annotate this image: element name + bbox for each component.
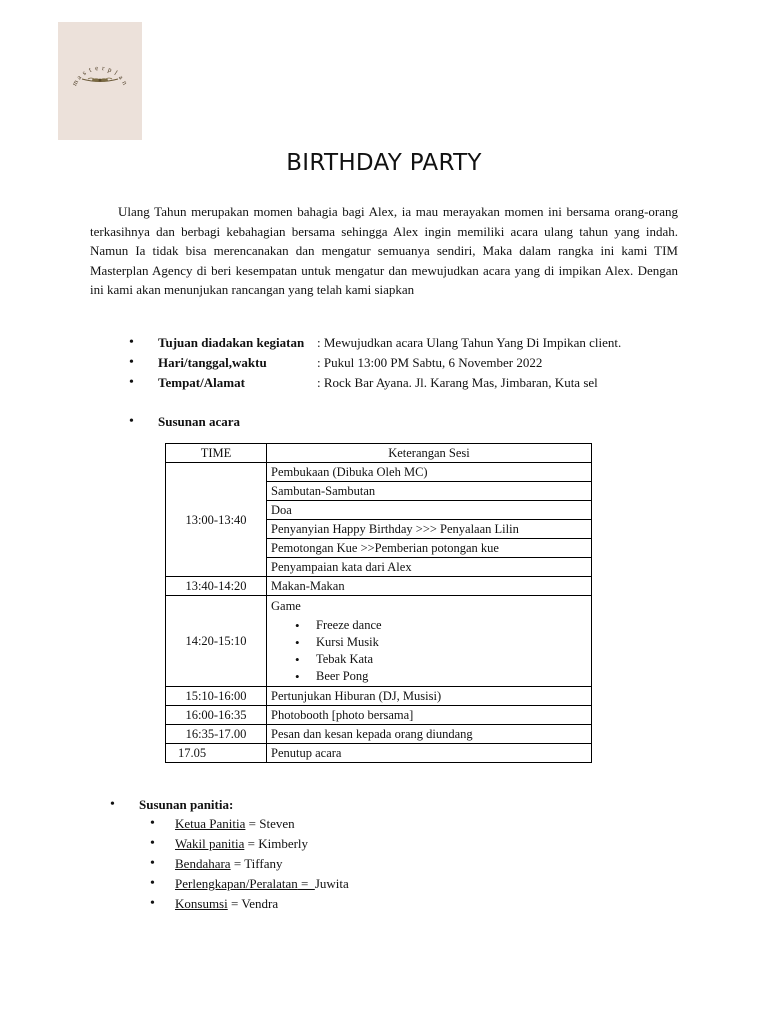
panitia-name: Vendra: [241, 896, 279, 911]
panitia-item: [150, 814, 570, 834]
logo-letter: m: [70, 78, 81, 88]
desc-cell: Pesan dan kesan kepada orang diundang: [267, 725, 592, 744]
masterplan-logo-icon: [58, 22, 142, 140]
table-row: [166, 596, 592, 687]
panitia-role: Bendahara: [175, 856, 231, 871]
time-cell: 13:40-14:20: [166, 577, 267, 596]
time-cell: 15:10-16:00: [166, 687, 267, 706]
game-item: • Freeze dance: [316, 617, 587, 634]
info-item: [131, 333, 691, 353]
panitia-name: Steven: [259, 816, 295, 831]
table-row: [166, 725, 592, 744]
panitia-name: Kimberly: [258, 836, 309, 851]
table-row: [166, 706, 592, 725]
game-item: • Kursi Musik: [316, 634, 587, 651]
panitia-sep: =: [244, 836, 259, 851]
logo-letter: a: [116, 73, 125, 82]
desc-cell: Pembukaan (Dibuka Oleh MC): [267, 463, 592, 482]
logo-letter: p: [106, 65, 113, 75]
table-row: [166, 577, 592, 596]
game-item: • Tebak Kata: [316, 651, 587, 668]
panitia-item: [150, 834, 570, 854]
panitia-item: [150, 894, 570, 914]
panitia-name: Tiffany: [244, 856, 283, 871]
desc-cell: Penyampaian kata dari Alex: [267, 558, 592, 577]
table-row: [166, 463, 592, 482]
desc-cell: Penyanyian Happy Birthday >>> Penyalaan Lilin: [267, 520, 592, 539]
panitia-item: [150, 874, 570, 894]
time-cell: 13:00-13:40: [166, 463, 267, 577]
column-header-time: TIME: [166, 444, 267, 463]
intro-paragraph: Ulang Tahun merupakan momen bahagia bagi Alex, ia mau merayakan momen ini bersama orang-orang terkasihnya dan berbagi kebahagian bersama sehingga Alex ingin memiliki acara ulang tahun yang indah. Namun Ia tidak bisa merencanakan dan mengatur semuanya sendiri, Maka dalam rangka ini kami TIM Masterplan Agency di beri kesempatan untuk mengatur dan mewujudkan acara yang di impikan Alex. Dengan ini kami akan menunjukan rancangan yang telah kami siapkan: [90, 204, 678, 297]
logo: [58, 22, 142, 140]
desc-cell: Makan-Makan: [267, 577, 592, 596]
time-cell: 16:00-16:35: [166, 706, 267, 725]
panitia-role: Wakil panitia: [175, 836, 245, 851]
game-cell: [267, 596, 592, 687]
panitia-sep: =: [245, 816, 260, 831]
desc-cell: Penutup acara: [267, 744, 592, 763]
table-header-row: [166, 444, 592, 463]
game-label: Game: [271, 599, 301, 613]
schedule-table: [165, 443, 592, 763]
logo-letter: a: [75, 73, 84, 82]
susunan-acara-label: Susunan acara: [158, 414, 240, 429]
table-row: [166, 687, 592, 706]
game-list: [271, 617, 587, 685]
susunan-panitia-label: Susunan panitia:: [139, 797, 234, 812]
panitia-role: Perlengkapan/Peralatan: [175, 876, 298, 891]
info-label: • Tempat/Alamat: [158, 375, 245, 390]
desc-cell: Pertunjukan Hiburan (DJ, Musisi): [267, 687, 592, 706]
info-item: [131, 353, 691, 373]
time-cell: 14:20-15:10: [166, 596, 267, 687]
page-title: BIRTHDAY PARTY: [286, 150, 482, 176]
game-item: • Beer Pong: [316, 668, 587, 685]
event-info-list: [131, 333, 691, 393]
logo-letter: t: [87, 65, 93, 74]
table-row: [166, 744, 592, 763]
logo-letter: r: [101, 64, 105, 73]
time-cell: 16:35-17.00: [166, 725, 267, 744]
info-label: • Tujuan diadakan kegiatan: [158, 335, 305, 350]
info-value: : Rock Bar Ayana. Jl. Karang Mas, Jimbaran, Kuta sel: [317, 375, 598, 390]
panitia-sep: =: [227, 896, 242, 911]
panitia-sep: =: [297, 876, 315, 891]
desc-cell: Sambutan-Sambutan: [267, 482, 592, 501]
time-cell: 17.05: [166, 744, 267, 763]
panitia-role: Ketua Panitia: [175, 816, 246, 831]
desc-cell: Photobooth [photo bersama]: [267, 706, 592, 725]
info-item: [131, 373, 691, 393]
logo-letter: s: [80, 68, 88, 78]
info-label: • Hari/tanggal,waktu: [158, 355, 267, 370]
info-value: : Mewujudkan acara Ulang Tahun Yang Di Impikan client.: [317, 335, 622, 350]
column-header-keterangan: Keterangan Sesi: [267, 444, 592, 463]
logo-letter: e: [94, 64, 99, 73]
panitia-name: Juwita: [314, 876, 349, 891]
logo-letter: l: [112, 69, 119, 77]
desc-cell: Pemotongan Kue >>Pemberian potongan kue: [267, 539, 592, 558]
panitia-list: [150, 814, 570, 914]
info-value: : Pukul 13:00 PM Sabtu, 6 November 2022: [317, 355, 543, 370]
panitia-sep: =: [230, 856, 245, 871]
desc-cell: Doa: [267, 501, 592, 520]
panitia-role: Konsumsi: [175, 896, 228, 911]
panitia-item: [150, 854, 570, 874]
logo-letter: n: [120, 79, 130, 87]
